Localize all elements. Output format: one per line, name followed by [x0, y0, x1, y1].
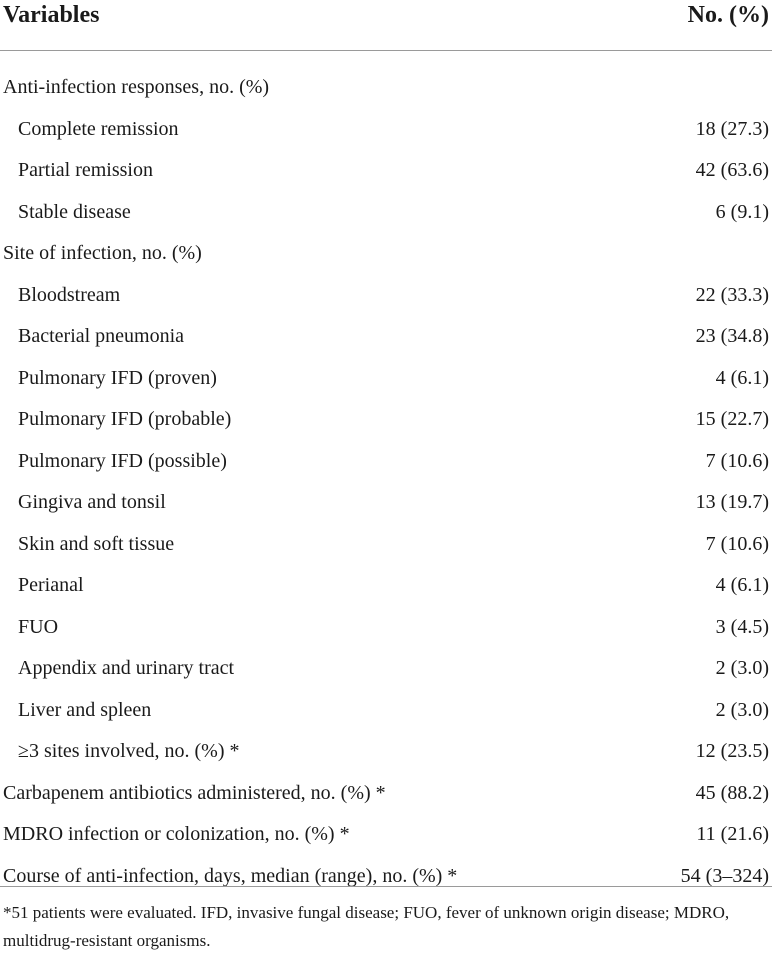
- table-row: [0, 690, 772, 732]
- table-row: [0, 814, 772, 856]
- row-label: Anti-infection responses, no. (%): [3, 76, 270, 98]
- table-row: [0, 358, 772, 400]
- table-row: [0, 648, 772, 690]
- header-variables: Variables: [3, 2, 100, 28]
- row-label: Partial remission: [18, 159, 153, 181]
- table-row: [0, 109, 772, 151]
- row-value: 7 (10.6): [705, 532, 769, 555]
- table-row: [0, 856, 772, 898]
- table-row: [0, 316, 772, 358]
- row-label: Appendix and urinary tract: [18, 657, 235, 679]
- row-label: Liver and spleen: [18, 698, 152, 721]
- row-label: Bacterial pneumonia: [18, 325, 185, 347]
- row-value: 6 (9.1): [715, 200, 769, 223]
- table-row: [0, 731, 772, 773]
- row-value: 11 (21.6): [696, 823, 769, 845]
- row-label: Course of anti-infection, days, median (range), no. (%) *: [3, 864, 458, 887]
- table-header: [0, 0, 772, 50]
- row-label: Skin and soft tissue: [18, 532, 175, 555]
- row-value: 42 (63.6): [695, 159, 769, 181]
- table-row: [0, 399, 772, 441]
- row-label: Pulmonary IFD (possible): [18, 449, 227, 472]
- row-label: Pulmonary IFD (probable): [18, 408, 232, 430]
- row-label: Stable disease: [18, 200, 131, 223]
- row-label: Gingiva and tonsil: [18, 491, 166, 513]
- row-value: 23 (34.8): [695, 325, 769, 347]
- table-row: [0, 773, 772, 815]
- table-row: [0, 482, 772, 524]
- header-no-pct: No. (%): [687, 2, 769, 28]
- row-value: 45 (88.2): [695, 781, 769, 804]
- row-value: 18 (27.3): [695, 117, 769, 140]
- row-value: 4 (6.1): [715, 574, 769, 596]
- row-label: ≥3 sites involved, no. (%) *: [18, 740, 240, 762]
- table-row: [0, 441, 772, 483]
- table-footnote: *51 patients were evaluated. IFD, invasive fungal disease; FUO, fever of unknown origin disease; MDRO, multidrug-resistant organisms.: [3, 903, 730, 950]
- row-value: 54 (3–324): [680, 864, 769, 887]
- row-value: 22 (33.3): [695, 283, 769, 306]
- table-row: [0, 192, 772, 234]
- header-divider: [0, 50, 772, 51]
- table-row: [0, 607, 772, 649]
- row-value: 12 (23.5): [695, 740, 769, 762]
- row-label: Bloodstream: [18, 283, 121, 306]
- row-label: FUO: [18, 615, 59, 638]
- row-value: 3 (4.5): [715, 615, 769, 638]
- row-value: 13 (19.7): [695, 491, 769, 513]
- table-row: [0, 150, 772, 192]
- table-row: [0, 565, 772, 607]
- table-row: [0, 524, 772, 566]
- row-value: 2 (3.0): [715, 657, 769, 679]
- table-row: [0, 67, 772, 109]
- row-label: Pulmonary IFD (proven): [18, 366, 217, 389]
- row-label: Perianal: [18, 574, 84, 596]
- row-value: 4 (6.1): [715, 366, 769, 389]
- table-row: [0, 233, 772, 275]
- row-label: Site of infection, no. (%): [3, 242, 202, 264]
- row-value: 7 (10.6): [705, 449, 769, 472]
- row-value: 2 (3.0): [715, 698, 769, 721]
- row-value: 15 (22.7): [695, 408, 769, 430]
- row-label: Complete remission: [18, 117, 179, 140]
- table-body: [0, 67, 772, 897]
- row-label: Carbapenem antibiotics administered, no. (%) *: [3, 781, 386, 804]
- row-label: MDRO infection or colonization, no. (%) *: [3, 823, 350, 845]
- footer-divider: [0, 886, 772, 887]
- table-row: [0, 275, 772, 317]
